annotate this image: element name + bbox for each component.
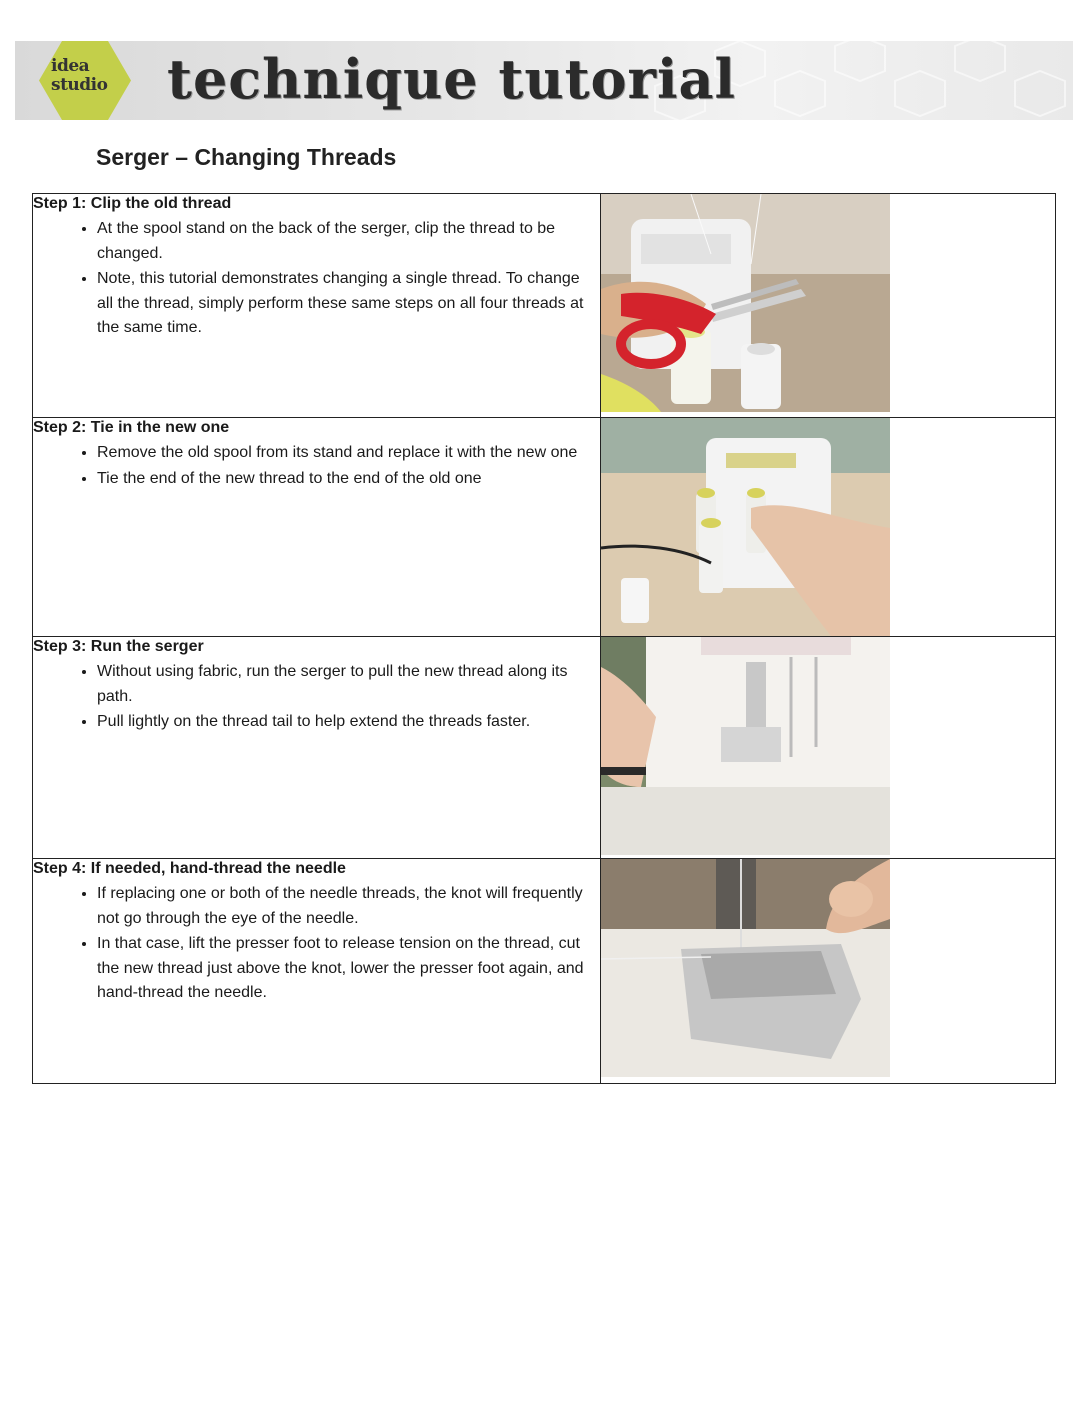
bullet-item: • Without using fabric, run the serger to pull the new thread along its path. [97,659,600,709]
bullet-item: • Pull lightly on the thread tail to help extend the threads faster. [97,709,600,735]
bullet-item: • Note, this tutorial demonstrates changing a single thread. To change all the thread, simply perform these same steps on all four threads at the same time. [97,266,600,341]
step-photo-cell [601,194,1056,418]
bullet-item: • In that case, lift the presser foot to release tension on the thread, cut the new thread just above the knot, lower the presser foot again, and hand-thread the needle. [97,931,600,1006]
step-row-3 [33,637,1056,859]
step-photo-cell [601,859,1056,1084]
step-text-cell [33,859,601,1084]
bullet-item: • Tie the end of the new thread to the end of the old one [97,466,600,492]
step-photo-cell [601,637,1056,859]
step-row-1 [33,194,1056,418]
step-photo-cell [601,418,1056,637]
step-heading: Step 3: Run the serger [33,638,204,655]
banner-title: technique tutorial [167,47,737,111]
step-text-cell [33,418,601,637]
step-row-4 [33,859,1056,1084]
steps-table [32,193,1056,1084]
header-banner [15,41,1073,120]
serger-running-photo [601,637,890,855]
step-heading: Step 1: Clip the old thread [33,195,232,212]
step-text-cell [33,637,601,859]
step-heading: Step 2: Tie in the new one [33,419,230,436]
step-bullets [33,881,600,1006]
bullet-item: • Remove the old spool from its stand and replace it with the new one [97,440,600,466]
logo-text [51,57,131,95]
serger-spool-stand-photo [601,418,890,636]
step-row-2 [33,418,1056,637]
logo-line1: idea [51,56,90,76]
step-heading: Step 4: If needed, hand-thread the needle [33,860,346,877]
step-bullets [33,659,600,735]
bullet-item: • If replacing one or both of the needle threads, the knot will frequently not go through the eye of the needle. [97,881,600,931]
document-title: Serger – Changing Threads [96,144,397,170]
needle-hand-threading-photo [601,859,890,1077]
step-bullets [33,216,600,341]
step-bullets [33,440,600,491]
logo-line2: studio [51,75,108,95]
step-text-cell [33,194,601,418]
scissors-clipping-thread-photo [601,194,890,412]
bullet-item: • At the spool stand on the back of the serger, clip the thread to be changed. [97,216,600,266]
